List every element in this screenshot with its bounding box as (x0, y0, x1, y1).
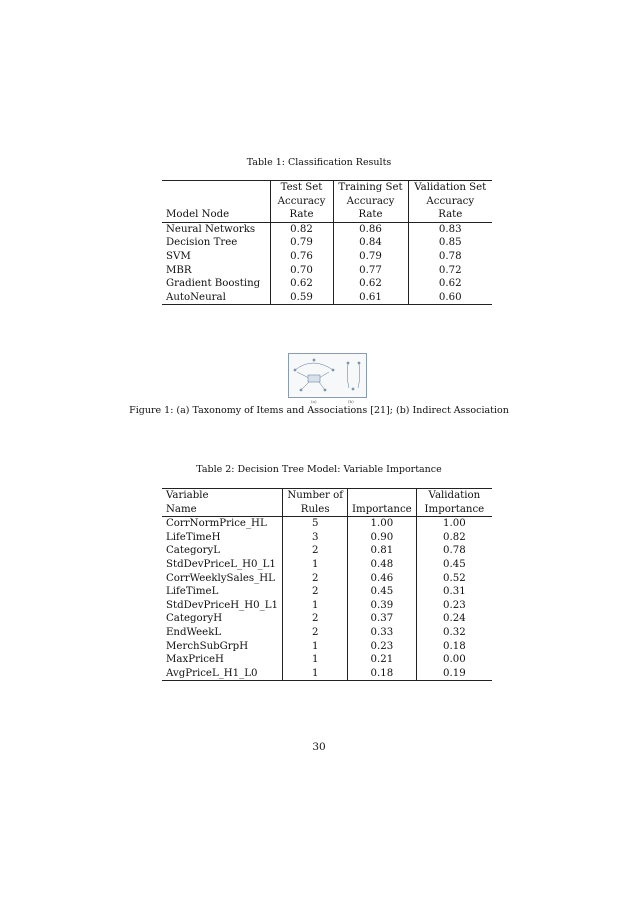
table-row (162, 612, 492, 626)
table-cell: LifeTimeL (166, 586, 219, 598)
table-cell: 0.32 (416, 626, 492, 640)
header-row (162, 503, 492, 517)
table-row (162, 653, 492, 667)
table-cell: 0.37 (348, 612, 417, 626)
table-row (162, 585, 492, 599)
header-cell: Test Set (270, 181, 333, 195)
table-cell: 0.76 (270, 250, 333, 264)
table-cell: 0.82 (270, 222, 333, 236)
header-cell: Validation (416, 489, 492, 503)
table-row (162, 264, 492, 278)
table-cell: 0.78 (416, 544, 492, 558)
table-cell: Neural Networks (166, 223, 256, 235)
table-cell: 2 (283, 585, 348, 599)
table-cell: CorrNormPrice_HL (166, 518, 267, 530)
table-cell: 0.78 (408, 250, 492, 264)
table-cell: 2 (283, 572, 348, 586)
table-cell: 5 (283, 517, 348, 531)
table-cell: 1 (283, 667, 348, 681)
header-cell (162, 195, 270, 209)
table-cell: 1.00 (348, 517, 417, 531)
header-cell: Importance (348, 503, 417, 517)
table-cell: 0.62 (408, 277, 492, 291)
table-cell: 0.70 (270, 264, 333, 278)
table-cell: 0.39 (348, 599, 417, 613)
table-cell: 1 (283, 599, 348, 613)
header-cell (162, 181, 270, 195)
table-cell: Gradient Boosting (166, 278, 261, 290)
table-row (162, 667, 492, 681)
table-cell: 0.24 (416, 612, 492, 626)
table-cell: 0.79 (270, 236, 333, 250)
header-cell: Rate (333, 208, 408, 222)
table-cell: CategoryL (166, 545, 221, 557)
header-cell: Accuracy (270, 195, 333, 209)
table-cell: 1 (283, 653, 348, 667)
table-cell: 0.90 (348, 531, 417, 545)
header-cell: Rate (270, 208, 333, 222)
table-cell: 0.79 (333, 250, 408, 264)
table2-caption: Table 2: Decision Tree Model: Variable Importance (196, 464, 442, 475)
table-cell: 1 (283, 558, 348, 572)
table-cell: StdDevPriceL_H0_L1 (166, 558, 276, 570)
table-cell: 0.52 (416, 572, 492, 586)
table-cell: AvgPriceL_H1_L0 (162, 667, 283, 681)
table-row (162, 626, 492, 640)
header-cell: Validation Set (408, 181, 492, 195)
table-cell: 0.85 (408, 236, 492, 250)
page-number: 30 (312, 741, 326, 753)
table-cell: SVM (166, 250, 191, 262)
table-cell: 0.23 (348, 640, 417, 654)
header-cell (348, 489, 417, 503)
table-cell: 0.18 (348, 667, 417, 681)
table-cell: LifeTimeH (166, 531, 221, 543)
figure1-image (288, 353, 367, 398)
table-row (162, 277, 492, 291)
table-cell: 0.72 (408, 264, 492, 278)
header-row (162, 195, 492, 209)
table-row (162, 558, 492, 572)
table-row (162, 640, 492, 654)
table1-caption: Table 1: Classification Results (246, 157, 392, 168)
table-cell: CategoryH (166, 613, 223, 625)
table-cell: MerchSubGrpH (166, 640, 249, 652)
table-cell: 0.45 (348, 585, 417, 599)
table-row (162, 531, 492, 545)
table-cell: 0.86 (333, 222, 408, 236)
table-cell: 0.45 (416, 558, 492, 572)
header-cell: Number of (283, 489, 348, 503)
table-cell: 0.48 (348, 558, 417, 572)
table-cell: 0.59 (270, 291, 333, 305)
header-cell: Importance (416, 503, 492, 517)
table-cell: 0.31 (416, 585, 492, 599)
header-cell: Rate (408, 208, 492, 222)
table-cell: 0.62 (333, 277, 408, 291)
table-cell: 0.21 (348, 653, 417, 667)
table-cell: 0.81 (348, 544, 417, 558)
table-cell: 2 (283, 626, 348, 640)
header-cell: Name (162, 503, 283, 517)
table-row (162, 599, 492, 613)
header-row (162, 181, 492, 195)
table-cell: EndWeekL (166, 626, 222, 638)
table-cell: MBR (166, 264, 192, 276)
figure1-caption: Figure 1: (a) Taxonomy of Items and Associations [21]; (b) Indirect Association (129, 405, 509, 416)
table-cell: 0.84 (333, 236, 408, 250)
header-cell: Accuracy (408, 195, 492, 209)
table-row (162, 572, 492, 586)
table-row (162, 222, 492, 236)
table-cell: 0.82 (416, 531, 492, 545)
table-cell: 0.33 (348, 626, 417, 640)
variable-importance-table (162, 488, 492, 681)
table-cell: 3 (283, 531, 348, 545)
table-cell: 2 (283, 612, 348, 626)
table-cell: 0.18 (416, 640, 492, 654)
table-cell: 0.61 (333, 291, 408, 305)
table-cell: 0.19 (416, 667, 492, 681)
header-row (162, 208, 492, 222)
table-row (162, 291, 492, 305)
table-row (162, 517, 492, 531)
table-cell: 1.00 (416, 517, 492, 531)
header-cell: Variable (162, 489, 283, 503)
table-cell: 0.00 (416, 653, 492, 667)
table-cell: CorrWeeklySales_HL (166, 572, 275, 584)
table-cell: 0.62 (270, 277, 333, 291)
table-cell: 2 (283, 544, 348, 558)
table-row (162, 544, 492, 558)
header-row (162, 489, 492, 503)
figure1-sublabel-b: (b) (348, 399, 354, 404)
table-cell: 0.83 (408, 222, 492, 236)
header-cell: Model Node (162, 208, 270, 222)
table-cell: 0.60 (408, 291, 492, 305)
table-cell: AutoNeural (162, 291, 270, 305)
table-cell: Decision Tree (166, 237, 238, 249)
taxonomy-diagram (289, 354, 366, 397)
table-row (162, 236, 492, 250)
figure1-sublabel-a: (a) (311, 399, 317, 404)
header-cell: Rules (283, 503, 348, 517)
table-cell: MaxPriceH (166, 654, 224, 666)
header-cell: Training Set (333, 181, 408, 195)
classification-results-table (162, 180, 492, 305)
table-cell: 0.46 (348, 572, 417, 586)
table-cell: StdDevPriceH_H0_L1 (166, 599, 278, 611)
table-cell: 1 (283, 640, 348, 654)
table-cell: 0.23 (416, 599, 492, 613)
header-cell: Accuracy (333, 195, 408, 209)
table-row (162, 250, 492, 264)
table-cell: 0.77 (333, 264, 408, 278)
